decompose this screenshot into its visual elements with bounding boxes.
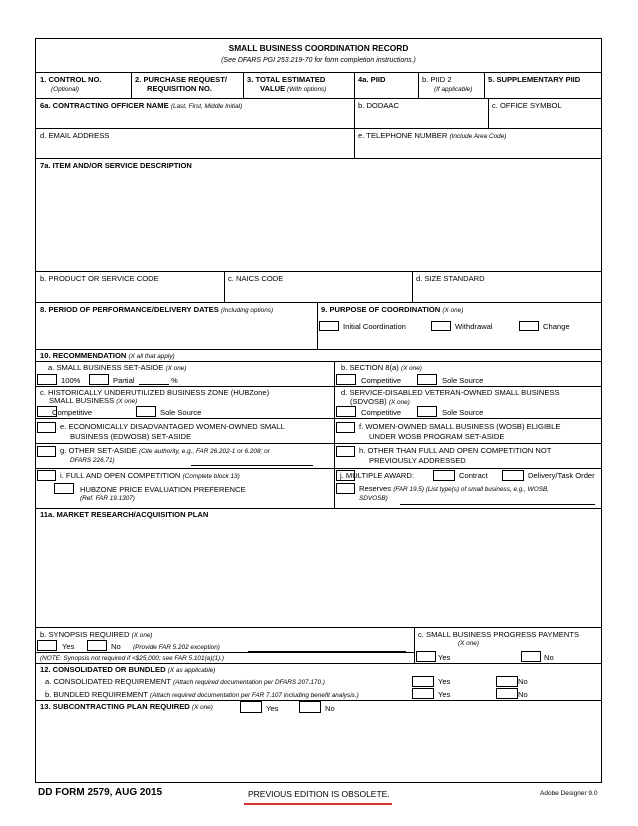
hubzone-preference-label: HUBZONE PRICE EVALUATION PREFERENCE [80, 485, 246, 494]
other-than-full-label-2: PREVIOUSLY ADDRESSED [369, 456, 466, 465]
piid-label: 4a. PIID [358, 75, 386, 84]
progress-yes-label: Yes [438, 653, 451, 662]
withdrawal-label: Withdrawal [455, 322, 493, 331]
contracting-officer-label: 6a. CONTRACTING OFFICER NAME (Last, First, Middle Initial) [40, 101, 243, 110]
edwosb-label: e. ECONOMICALLY DISADVANTAGED WOMEN-OWNED SMALL [60, 422, 285, 431]
progress-payments-hint: (X one) [458, 640, 479, 647]
hubzone-preference-ref: (Ref. FAR 19.1307) [80, 495, 135, 502]
full-open-checkbox[interactable] [37, 470, 56, 481]
psc-label: b. PRODUCT OR SERVICE CODE [40, 274, 159, 283]
change-checkbox[interactable] [519, 321, 539, 331]
sdvosb-competitive-checkbox[interactable] [336, 406, 356, 417]
purpose-label: 9. PURPOSE OF COORDINATION (X one) [321, 305, 464, 314]
consolidated-yes-checkbox[interactable] [412, 676, 434, 687]
bundled-no-checkbox[interactable] [496, 688, 518, 699]
other-than-full-checkbox[interactable] [336, 446, 355, 457]
form-identifier: DD FORM 2579, AUG 2015 [38, 787, 163, 798]
sdvosb-label-2: (SDVOSB) (X one) [350, 397, 410, 406]
coordination-form [35, 38, 602, 783]
other-set-aside-label: g. OTHER SET-ASIDE (Cite authority, e.g., FAR 26.202-1 or 6.208; or [60, 446, 270, 455]
hubzone-sole-checkbox[interactable] [136, 406, 156, 417]
consolidated-no-label: No [518, 677, 528, 686]
progress-no-checkbox[interactable] [521, 651, 541, 662]
sdvosb-label: d. SERVICE-DISABLED VETERAN-OWNED SMALL BUSINESS [341, 388, 560, 397]
set-aside-label: a. SMALL BUSINESS SET-ASIDE (X one) [48, 363, 187, 372]
total-estimated-label-2: VALUE [260, 84, 286, 93]
set-aside-partial-checkbox[interactable] [89, 374, 109, 385]
period-of-performance-label: 8. PERIOD OF PERFORMANCE/DELIVERY DATES (Including options) [40, 305, 274, 314]
synopsis-no-checkbox[interactable] [87, 640, 107, 651]
subcontracting-plan-label: 13. SUBCONTRACTING PLAN REQUIRED (X one) [40, 702, 213, 711]
change-label: Change [543, 322, 570, 331]
purchase-request-label: 2. PURCHASE REQUEST/ [135, 75, 227, 84]
multiple-award-label: j. MULTIPLE AWARD: [340, 471, 414, 480]
recommendation-label: 10. RECOMMENDATION (X all that apply) [40, 351, 175, 360]
hubzone-competitive-label: Competitive [52, 408, 93, 417]
synopsis-no-label: No [111, 642, 121, 651]
subcontracting-no-label: No [325, 704, 335, 713]
section-8a-label: b. SECTION 8(a) (X one) [341, 363, 422, 372]
bundled-label: b. BUNDLED REQUIREMENT (Attach required documentation per FAR 7.107 including benefit analysis.) [45, 690, 359, 699]
multiple-award-contract-checkbox[interactable] [433, 470, 455, 481]
previous-edition-underline [244, 803, 392, 805]
section-8a-competitive-label: Competitive [361, 376, 402, 385]
synopsis-note: (NOTE: Synopsis not required if <$25,000; see FAR 5.101(a)(1).) [40, 655, 225, 662]
multiple-award-delivery-label: Delivery/Task Order [528, 471, 595, 480]
set-aside-partial-label: Partial [113, 376, 135, 385]
total-estimated-label: 3. TOTAL ESTIMATED [247, 75, 326, 84]
consolidated-no-checkbox[interactable] [496, 676, 518, 687]
bundled-yes-checkbox[interactable] [412, 688, 434, 699]
piid2-label: b. PIID 2 [422, 75, 452, 84]
section-8a-sole-checkbox[interactable] [417, 374, 437, 385]
email-label: d. EMAIL ADDRESS [40, 131, 110, 140]
synopsis-yes-label: Yes [62, 642, 75, 651]
telephone-label: e. TELEPHONE NUMBER (Include Area Code) [358, 131, 507, 140]
total-estimated-hint: (With options) [287, 86, 327, 93]
multiple-award-contract-label: Contract [459, 471, 488, 480]
control-no-optional: (Optional) [51, 86, 80, 93]
bundled-no-label: No [518, 690, 528, 699]
edwosb-checkbox[interactable] [37, 422, 56, 433]
form-title: SMALL BUSINESS COORDINATION RECORD [228, 43, 409, 53]
market-research-label: 11a. MARKET RESEARCH/ACQUISITION PLAN [40, 510, 209, 519]
edwosb-label-2: BUSINESS (EDWOSB) SET-ASIDE [70, 432, 192, 441]
initial-coordination-label: Initial Coordination [343, 322, 406, 331]
supplementary-piid-label: 5. SUPPLEMENTARY PIID [488, 75, 581, 84]
other-set-aside-hint: DFARS 226.71) [70, 457, 115, 464]
sdvosb-competitive-label: Competitive [361, 408, 402, 417]
hubzone-label: c. HISTORICALLY UNDERUTILIZED BUSINESS ZONE (HUBZone) [40, 388, 270, 397]
wosb-label-2: UNDER WOSB PROGRAM SET-ASIDE [369, 432, 505, 441]
multiple-award-delivery-checkbox[interactable] [502, 470, 524, 481]
consolidated-label: a. CONSOLIDATED REQUIREMENT (Attach required documentation per DFARS 207.170.) [45, 677, 325, 686]
progress-no-label: No [544, 653, 554, 662]
form-subtitle: (See DFARS PGI 253.219-70 for form completion instructions.) [221, 57, 416, 64]
progress-yes-checkbox[interactable] [416, 651, 436, 662]
size-standard-label: d. SIZE STANDARD [416, 274, 485, 283]
progress-payments-label: c. SMALL BUSINESS PROGRESS PAYMENTS [418, 630, 580, 639]
previous-edition-notice: PREVIOUS EDITION IS OBSOLETE. [248, 789, 390, 799]
initial-coordination-checkbox[interactable] [319, 321, 339, 331]
section-8a-sole-label: Sole Source [442, 376, 484, 385]
dodaac-label: b. DODAAC [358, 101, 399, 110]
withdrawal-checkbox[interactable] [431, 321, 451, 331]
piid2-hint: (If applicable) [434, 86, 473, 93]
reserves-hint: SDVOSB) [359, 495, 388, 502]
section-8a-competitive-checkbox[interactable] [336, 374, 356, 385]
other-than-full-label: h. OTHER THAN FULL AND OPEN COMPETITION NOT [359, 446, 552, 455]
consolidated-yes-label: Yes [438, 677, 451, 686]
sdvosb-sole-label: Sole Source [442, 408, 484, 417]
consolidated-bundled-label: 12. CONSOLIDATED OR BUNDLED (X as applicable) [40, 665, 216, 674]
synopsis-exception-hint: (Provide FAR 5.202 exception) [133, 644, 220, 651]
other-set-aside-checkbox[interactable] [37, 446, 56, 457]
naics-label: c. NAICS CODE [228, 274, 284, 283]
full-open-label: i. FULL AND OPEN COMPETITION (Complete block 13) [60, 471, 240, 480]
purchase-request-label-2: REQUISITION NO. [147, 84, 212, 93]
control-no-label: 1. CONTROL NO. [40, 75, 102, 84]
hubzone-preference-checkbox[interactable] [54, 483, 74, 494]
bundled-yes-label: Yes [438, 690, 451, 699]
subcontracting-no-checkbox[interactable] [299, 701, 321, 713]
hubzone-label-2: SMALL BUSINESS (X one) [49, 396, 138, 405]
reserves-checkbox[interactable] [336, 483, 355, 494]
sdvosb-sole-checkbox[interactable] [417, 406, 437, 417]
synopsis-yes-checkbox[interactable] [37, 640, 57, 651]
item-description-label: 7a. ITEM AND/OR SERVICE DESCRIPTION [40, 161, 192, 170]
designer-version: Adobe Designer 9.0 [540, 790, 598, 797]
office-symbol-label: c. OFFICE SYMBOL [492, 101, 562, 110]
wosb-checkbox[interactable] [336, 422, 355, 433]
hubzone-sole-label: Sole Source [160, 408, 202, 417]
subcontracting-yes-label: Yes [266, 704, 279, 713]
reserves-label: Reserves (FAR 19.5) (List type(s) of small business, e.g., WOSB, [359, 484, 549, 493]
set-aside-100-label: 100% [61, 376, 81, 385]
subcontracting-yes-checkbox[interactable] [240, 701, 262, 713]
set-aside-percent: % [171, 376, 178, 385]
set-aside-100-checkbox[interactable] [37, 374, 57, 385]
wosb-label: f. WOMEN-OWNED SMALL BUSINESS (WOSB) ELIGIBLE [359, 422, 561, 431]
synopsis-label: b. SYNOPSIS REQUIRED (X one) [40, 630, 153, 639]
